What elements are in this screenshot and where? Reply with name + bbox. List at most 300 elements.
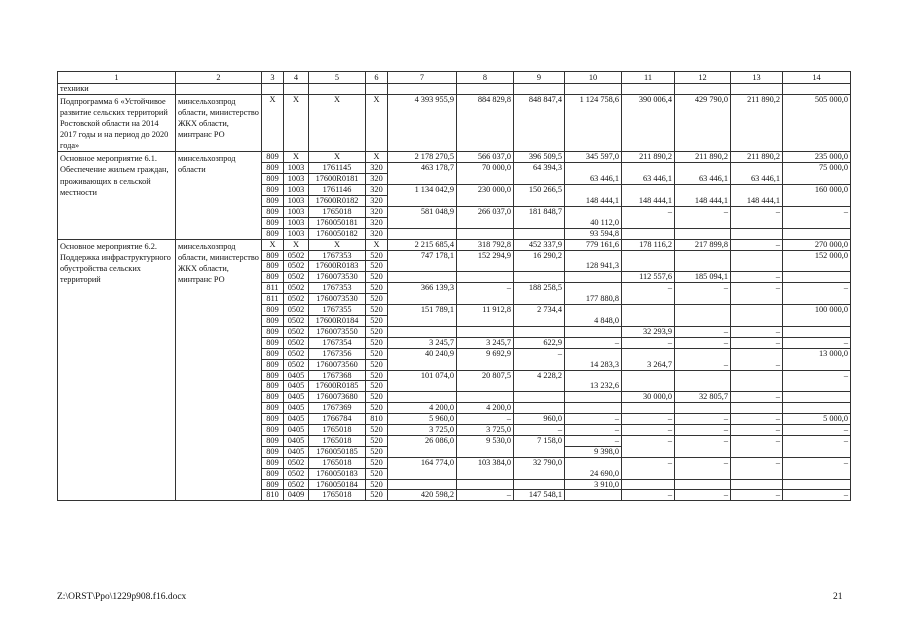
empty-cell: [309, 84, 366, 95]
code-cell: 809: [262, 446, 284, 457]
value-top: 13 000,0: [818, 348, 848, 358]
code-cell: 809: [262, 315, 284, 326]
value-split: [731, 436, 782, 457]
value-cell: [622, 435, 675, 457]
code-cell: 0502: [284, 479, 309, 490]
value-cell: 147 548,1: [514, 490, 565, 501]
code-cell: 1761146: [309, 185, 366, 196]
value-cell: 211 890,2: [731, 94, 783, 151]
value-split: [675, 349, 730, 370]
code-cell: 809: [262, 370, 284, 381]
code-cell: 1767353: [309, 250, 366, 261]
code-cell: 1767369: [309, 403, 366, 414]
code-cell: 809: [262, 163, 284, 174]
value-split: [675, 458, 730, 479]
value-split: [388, 349, 456, 370]
col-header: 2: [176, 72, 262, 84]
value-cell: [783, 206, 851, 228]
value-top: –: [843, 370, 848, 380]
value-cell: [731, 403, 783, 414]
value-cell: [565, 163, 622, 185]
value-cell: [514, 457, 565, 479]
value-split: [783, 349, 850, 370]
value-cell: [514, 163, 565, 185]
value-split: [457, 349, 513, 370]
value-cell: –: [675, 425, 731, 436]
value-split: [731, 349, 782, 370]
value-cell: [731, 250, 783, 272]
value-cell: [565, 250, 622, 272]
value-top: 366 139,3: [420, 283, 454, 293]
value-cell: [457, 206, 514, 228]
value-split: [622, 283, 674, 304]
value-cell: [783, 479, 851, 490]
code-cell: 0502: [284, 294, 309, 305]
value-cell: –: [783, 490, 851, 501]
code-cell: 520: [366, 490, 388, 501]
empty-cell: [783, 84, 851, 95]
code-cell: 320: [366, 163, 388, 174]
value-top: 2 734,4: [537, 305, 562, 315]
value-cell: [731, 305, 783, 327]
value-top: –: [775, 283, 780, 293]
value-split: [783, 436, 850, 457]
value-cell: 270 000,0: [783, 239, 851, 250]
value-split: [783, 185, 850, 206]
code-cell: 520: [366, 272, 388, 283]
col-header: 12: [675, 72, 731, 84]
value-top: 9 530,0: [486, 435, 511, 445]
code-cell: 520: [366, 468, 388, 479]
value-top: 70 000,0: [481, 163, 511, 173]
value-cell: [622, 228, 675, 239]
value-top: 152 000,0: [814, 250, 848, 260]
empty-cell: [731, 84, 783, 95]
value-cell: [514, 392, 565, 403]
value-split: [622, 371, 674, 392]
value-cell: [783, 250, 851, 272]
value-top: 152 294,9: [477, 250, 511, 260]
code-cell: 1765018: [309, 435, 366, 446]
code-cell: 320: [366, 196, 388, 207]
continuation-text: техники: [58, 84, 176, 95]
code-cell: 320: [366, 217, 388, 228]
value-cell: [514, 228, 565, 239]
value-top: 581 048,9: [420, 206, 454, 216]
value-bottom: 177 880,8: [585, 294, 619, 304]
code-cell: 809: [262, 206, 284, 217]
value-cell: [731, 228, 783, 239]
code-cell: 0502: [284, 272, 309, 283]
value-cell: –: [731, 425, 783, 436]
value-split: [457, 458, 513, 479]
code-cell: 520: [366, 370, 388, 381]
value-split: [457, 371, 513, 392]
value-cell: [514, 250, 565, 272]
value-cell: 93 594,8: [565, 228, 622, 239]
value-cell: 178 116,2: [622, 239, 675, 250]
value-cell: [622, 479, 675, 490]
value-top: –: [667, 457, 672, 467]
value-top: 4 228,2: [537, 370, 562, 380]
value-cell: [783, 348, 851, 370]
value-cell: 5 000,0: [783, 414, 851, 425]
code-cell: 0502: [284, 359, 309, 370]
value-cell: [622, 457, 675, 479]
value-split: [457, 436, 513, 457]
value-cell: [514, 185, 565, 207]
value-cell: 4 393 955,9: [388, 94, 457, 151]
empty-cell: [622, 84, 675, 95]
value-cell: [388, 479, 457, 490]
value-cell: [457, 326, 514, 337]
value-split: [388, 207, 456, 228]
value-cell: 3 245,7: [388, 337, 457, 348]
value-cell: [783, 326, 851, 337]
value-cell: –: [565, 435, 622, 446]
measure-name: Подпрограмма 6 «Устойчивое развитие сельских территорий Ростовской области на 2014 2017 годы и на период до 2020 года»: [58, 94, 176, 151]
value-split: [783, 305, 850, 326]
code-cell: 520: [366, 326, 388, 337]
code-cell: 520: [366, 305, 388, 316]
value-split: [622, 185, 674, 206]
value-cell: [731, 348, 783, 370]
value-cell: [783, 305, 851, 327]
value-split: [675, 251, 730, 272]
code-cell: 1760050184: [309, 479, 366, 490]
value-cell: [514, 206, 565, 228]
value-top: 16 290,2: [532, 250, 562, 260]
code-cell: 520: [366, 425, 388, 436]
value-cell: –: [622, 337, 675, 348]
value-cell: [675, 206, 731, 228]
code-cell: 520: [366, 392, 388, 403]
code-cell: 0502: [284, 337, 309, 348]
code-cell: 809: [262, 337, 284, 348]
value-split: [565, 207, 621, 228]
value-split: [388, 163, 456, 184]
value-cell: [675, 348, 731, 370]
value-bottom: 63 446,1: [642, 174, 672, 184]
code-cell: Х: [366, 94, 388, 151]
code-cell: 520: [366, 403, 388, 414]
value-cell: [675, 370, 731, 392]
value-bottom: 63 446,1: [750, 174, 780, 184]
value-cell: [565, 305, 622, 327]
code-cell: 809: [262, 348, 284, 359]
value-cell: 211 890,2: [731, 152, 783, 163]
value-cell: [783, 457, 851, 479]
code-cell: 520: [366, 479, 388, 490]
value-split: [783, 283, 850, 304]
value-cell: [388, 272, 457, 283]
value-cell: –: [622, 490, 675, 501]
value-cell: –: [731, 392, 783, 403]
value-cell: 211 890,2: [675, 152, 731, 163]
value-cell: –: [731, 337, 783, 348]
value-top: –: [843, 283, 848, 293]
code-cell: 1760050183: [309, 468, 366, 479]
col-header: 3: [262, 72, 284, 84]
code-cell: 1003: [284, 163, 309, 174]
value-cell: [783, 163, 851, 185]
value-cell: 217 899,8: [675, 239, 731, 250]
value-split: [622, 251, 674, 272]
value-bottom: 24 690,0: [589, 468, 619, 478]
value-split: [731, 283, 782, 304]
code-cell: 1765018: [309, 457, 366, 468]
value-split: [675, 163, 730, 184]
code-cell: 1767354: [309, 337, 366, 348]
value-cell: [457, 228, 514, 239]
value-cell: [457, 392, 514, 403]
code-cell: 320: [366, 228, 388, 239]
value-cell: [514, 326, 565, 337]
value-cell: 32 805,7: [675, 392, 731, 403]
value-cell: 3 910,0: [565, 479, 622, 490]
code-cell: 809: [262, 435, 284, 446]
value-cell: 32 293,9: [622, 326, 675, 337]
value-cell: [675, 479, 731, 490]
value-cell: 4 200,0: [457, 403, 514, 414]
code-cell: Х: [262, 239, 284, 250]
code-cell: 809: [262, 152, 284, 163]
code-cell: 0502: [284, 283, 309, 294]
value-cell: [565, 272, 622, 283]
value-cell: [731, 370, 783, 392]
code-cell: 809: [262, 414, 284, 425]
value-cell: [514, 370, 565, 392]
value-cell: [622, 163, 675, 185]
value-top: 101 074,0: [420, 370, 454, 380]
value-cell: [675, 283, 731, 305]
value-cell: –: [731, 326, 783, 337]
code-cell: 809: [262, 457, 284, 468]
value-cell: [675, 435, 731, 457]
value-cell: [457, 457, 514, 479]
code-cell: 320: [366, 206, 388, 217]
code-cell: 520: [366, 381, 388, 392]
value-cell: 566 037,0: [457, 152, 514, 163]
code-cell: 809: [262, 305, 284, 316]
value-split: [675, 305, 730, 326]
value-cell: 505 000,0: [783, 94, 851, 151]
value-top: 75 000,0: [818, 163, 848, 173]
value-cell: 420 598,2: [388, 490, 457, 501]
value-cell: 429 790,0: [675, 94, 731, 151]
value-cell: [388, 370, 457, 392]
code-cell: Х: [366, 152, 388, 163]
value-cell: [783, 370, 851, 392]
value-cell: 960,0: [514, 414, 565, 425]
value-split: [731, 163, 782, 184]
value-top: –: [723, 435, 728, 445]
value-cell: [675, 163, 731, 185]
code-cell: 1760073550: [309, 326, 366, 337]
code-cell: 1003: [284, 206, 309, 217]
code-cell: 0405: [284, 435, 309, 446]
value-split: [622, 207, 674, 228]
value-top: 1 134 042,9: [414, 185, 454, 195]
value-top: 181 848,7: [528, 206, 562, 216]
value-cell: [622, 283, 675, 305]
value-cell: 185 094,1: [675, 272, 731, 283]
value-top: 266 037,0: [477, 206, 511, 216]
code-cell: 0405: [284, 425, 309, 436]
value-cell: –: [731, 490, 783, 501]
code-cell: 809: [262, 272, 284, 283]
value-split: [388, 305, 456, 326]
value-cell: [565, 326, 622, 337]
value-split: [783, 251, 850, 272]
value-cell: [565, 185, 622, 207]
value-top: –: [775, 457, 780, 467]
code-cell: 809: [262, 425, 284, 436]
value-top: –: [667, 206, 672, 216]
value-cell: [388, 185, 457, 207]
value-cell: [783, 185, 851, 207]
code-cell: 0405: [284, 381, 309, 392]
value-top: –: [843, 435, 848, 445]
code-cell: 1760050182: [309, 228, 366, 239]
value-cell: [388, 305, 457, 327]
code-cell: Х: [309, 239, 366, 250]
measure-name: Основное мероприятие 6.2. Поддержка инфраструктурного обустройства сельских территорий: [58, 239, 176, 501]
value-cell: [783, 403, 851, 414]
value-bottom: –: [775, 359, 780, 369]
empty-cell: [262, 84, 284, 95]
value-cell: [457, 250, 514, 272]
value-split: [457, 207, 513, 228]
value-split: [731, 371, 782, 392]
value-cell: [731, 185, 783, 207]
code-cell: 17600R0183: [309, 261, 366, 272]
value-split: [388, 371, 456, 392]
value-cell: [783, 392, 851, 403]
code-cell: 809: [262, 326, 284, 337]
value-split: [675, 436, 730, 457]
value-cell: 9 398,0: [565, 446, 622, 457]
value-cell: [675, 228, 731, 239]
value-top: –: [506, 283, 511, 293]
col-header: 7: [388, 72, 457, 84]
value-top: –: [843, 206, 848, 216]
value-cell: 112 557,6: [622, 272, 675, 283]
value-cell: [731, 163, 783, 185]
code-cell: 520: [366, 457, 388, 468]
value-top: –: [723, 457, 728, 467]
code-cell: 0405: [284, 414, 309, 425]
value-cell: 345 597,0: [565, 152, 622, 163]
value-cell: 211 890,2: [622, 152, 675, 163]
value-split: [514, 207, 564, 228]
value-split: [565, 251, 621, 272]
value-cell: [783, 283, 851, 305]
value-cell: [388, 206, 457, 228]
continuation-row: [58, 84, 851, 95]
value-bottom: 63 446,1: [589, 174, 619, 184]
code-cell: 1761145: [309, 163, 366, 174]
value-cell: [457, 283, 514, 305]
code-cell: 0502: [284, 315, 309, 326]
value-split: [675, 283, 730, 304]
value-cell: 318 792,8: [457, 239, 514, 250]
code-cell: 0502: [284, 468, 309, 479]
code-cell: 17600R0184: [309, 315, 366, 326]
code-cell: 1760073530: [309, 272, 366, 283]
value-cell: 396 509,5: [514, 152, 565, 163]
value-split: [731, 207, 782, 228]
value-cell: [514, 435, 565, 457]
value-cell: –: [457, 490, 514, 501]
code-cell: 520: [366, 359, 388, 370]
code-cell: 320: [366, 185, 388, 196]
value-split: [388, 185, 456, 206]
col-header: 1: [58, 72, 176, 84]
value-bottom: 3 264,7: [647, 359, 672, 369]
value-cell: [388, 435, 457, 457]
value-cell: [514, 305, 565, 327]
value-cell: [388, 250, 457, 272]
value-bottom: 40 112,0: [590, 217, 619, 227]
value-cell: 235 000,0: [783, 152, 851, 163]
code-cell: 520: [366, 435, 388, 446]
value-top: –: [775, 435, 780, 445]
value-cell: [622, 185, 675, 207]
value-cell: [457, 435, 514, 457]
value-top: –: [723, 206, 728, 216]
col-header: 9: [514, 72, 565, 84]
value-cell: [457, 370, 514, 392]
code-cell: 1003: [284, 228, 309, 239]
value-split: [675, 207, 730, 228]
table-row: [58, 152, 851, 163]
code-cell: 0405: [284, 403, 309, 414]
value-cell: [622, 370, 675, 392]
value-split: [514, 185, 564, 206]
code-cell: 1767368: [309, 370, 366, 381]
value-bottom: 13 232,6: [589, 381, 619, 391]
value-split: [783, 458, 850, 479]
empty-cell: [565, 84, 622, 95]
value-bottom: 4 848,0: [594, 315, 619, 325]
value-cell: –: [622, 425, 675, 436]
code-cell: 809: [262, 381, 284, 392]
value-top: 40 240,9: [424, 348, 454, 358]
code-cell: 811: [262, 283, 284, 294]
value-top: 188 258,5: [528, 283, 562, 293]
value-split: [622, 436, 674, 457]
code-cell: 0502: [284, 326, 309, 337]
code-cell: 0502: [284, 261, 309, 272]
code-cell: 1767356: [309, 348, 366, 359]
code-cell: 1003: [284, 174, 309, 185]
value-top: 103 384,0: [477, 457, 511, 467]
value-cell: [731, 206, 783, 228]
code-cell: 1766784: [309, 414, 366, 425]
value-cell: 779 161,6: [565, 239, 622, 250]
code-cell: 809: [262, 261, 284, 272]
footer-page-number: 21: [833, 592, 843, 602]
value-top: 64 394,3: [532, 163, 562, 173]
col-header: 13: [731, 72, 783, 84]
value-cell: [514, 479, 565, 490]
value-cell: –: [622, 414, 675, 425]
value-bottom: 14 283,3: [589, 359, 619, 369]
value-split: [565, 185, 621, 206]
code-cell: 520: [366, 348, 388, 359]
value-split: [388, 283, 456, 304]
